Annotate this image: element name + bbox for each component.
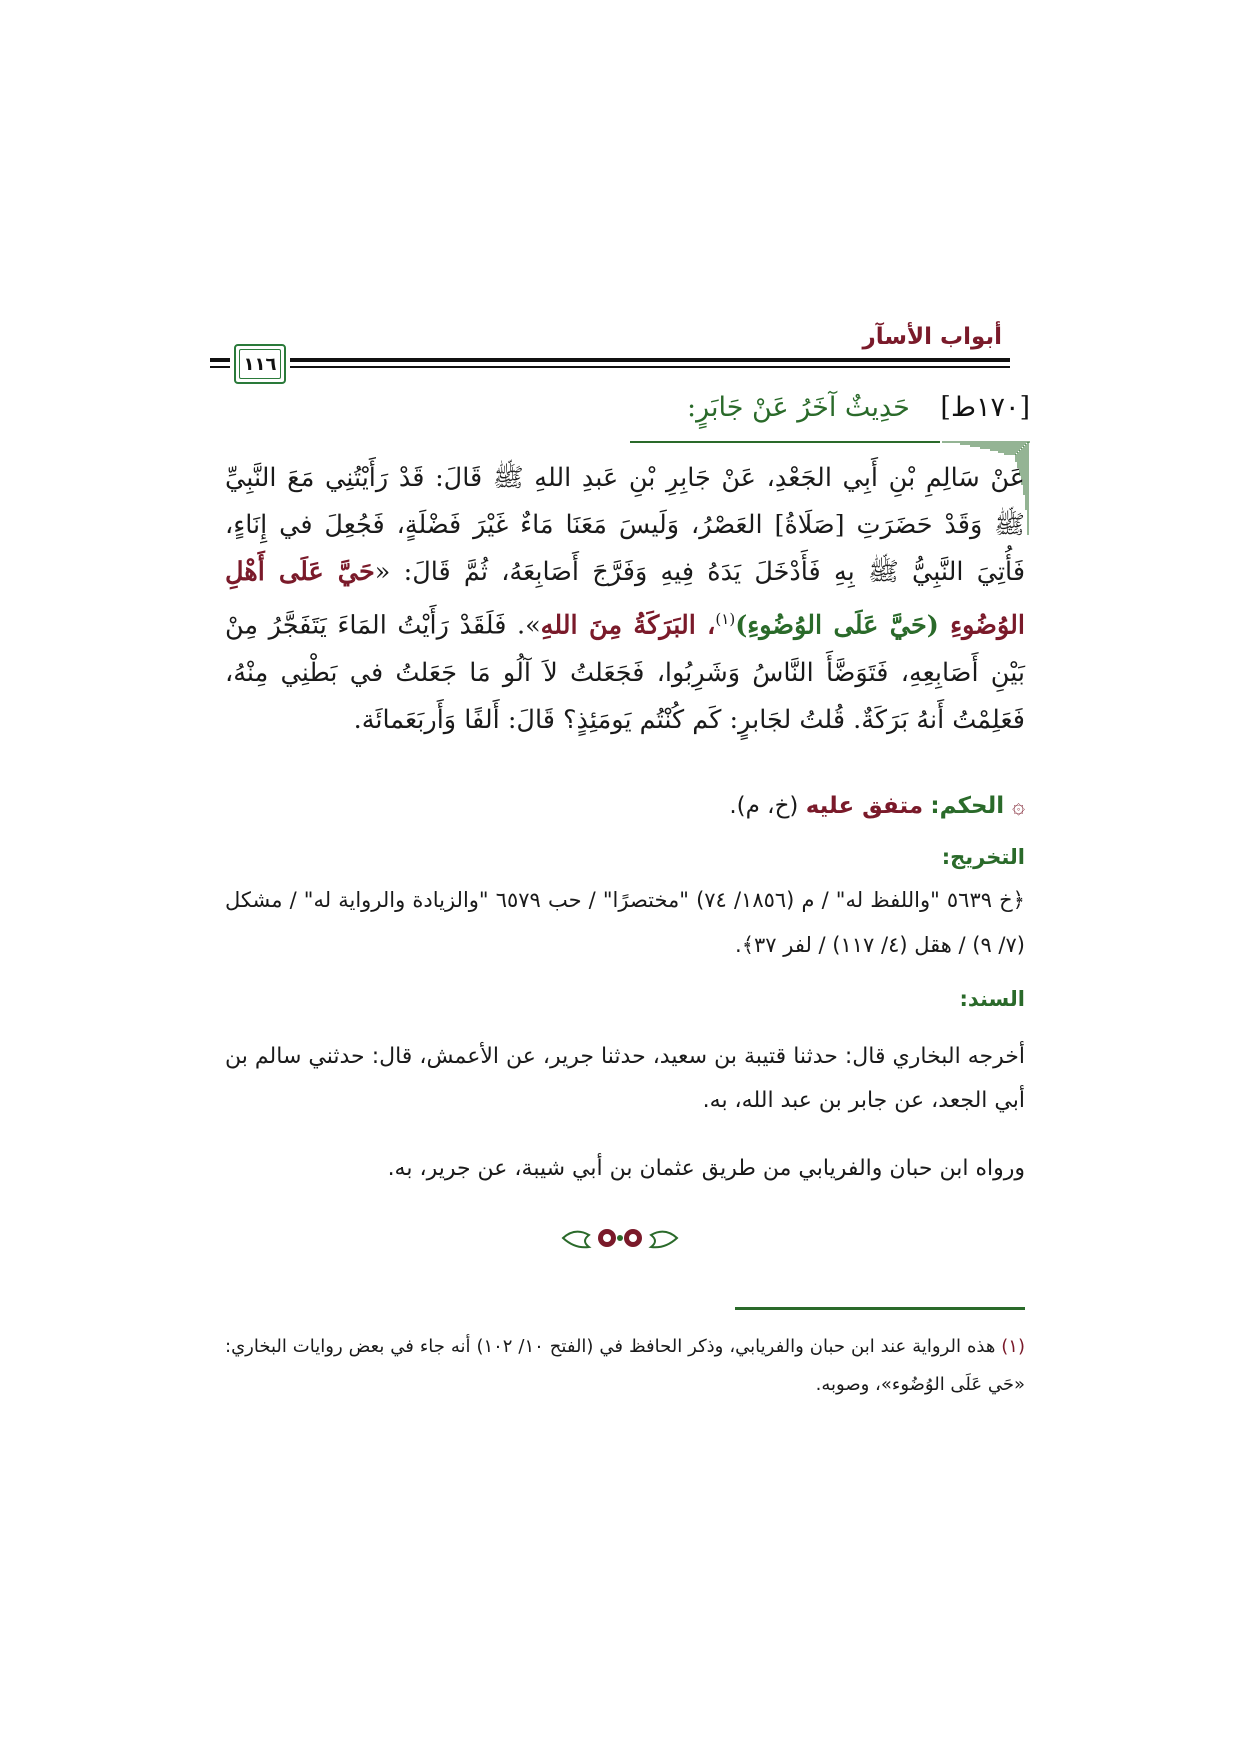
page-number: ١١٦ [243,353,277,375]
sanad-paragraph: ورواه ابن حبان والفريابي من طريق عثمان بن أبي شيبة، عن جرير، به. [387,1156,1025,1181]
footnote-number: (١) [1001,1336,1025,1357]
ruling-ornament-icon: ۞ [1012,794,1025,819]
takhrij-heading: التخريج: [941,845,1025,869]
separator-ornament-icon [555,1223,685,1253]
footnote [225,1328,1025,1404]
hadith-text-bold-alt: (حَيَّ عَلَى الوُضُوءِ) [735,610,951,641]
ruling-value: متفق عليه [805,793,924,819]
hadith-number: [١٧٠ط] [940,392,1030,423]
ruling-line [729,793,1025,819]
header-rule-left [210,358,230,362]
hadith-title: حَدِيثٌ آخَرُ عَنْ جَابَرٍ: [687,392,910,423]
hadith-heading [687,392,1030,423]
footnote-text: هذه الرواية عند ابن حبان والفريابي، وذكر الحافظ في (الفتح ١٠/ ١٠٢) أنه جاء في بعض روايات البخاري: «حَي عَلَى الوُضُوء»، وصوبه. [225,1336,1025,1395]
hadith-text [225,455,1025,744]
ruling-suffix: (خ، م). [729,793,806,819]
page-header [210,318,1010,374]
footnote-rule [735,1307,1025,1310]
header-rule-thin [290,366,1010,368]
page-number-frame [234,344,286,384]
hadith-text-bold: حَيَّ عَلَى أَهْلِ الوُضُوءِ [225,557,1025,641]
takhrij-text: ﴿خ ٥٦٣٩ "واللفظ له" / م (١٨٥٦/ ٧٤) "مختصرًا" / حب ٦٥٧٩ "والزيادة والرواية له" / مشكل (٧/ ٩) / هقل (٤/ ١١٧) / لفر ٣٧﴾. [225,888,1025,957]
hadith-text-bold-2: ، البَرَكَةُ مِنَ اللهِ [540,610,716,641]
header-rule-left-thin [210,366,230,368]
ruling-label: الحكم: [930,793,1005,819]
sanad-paragraph: أخرجه البخاري قال: حدثنا قتيبة بن سعيد، حدثنا جرير، عن الأعمش، قال: حدثني سالم بن أبي الجعد، عن جابر بن عبد الله، به. [225,1044,1025,1113]
header-rule-thick [290,358,1010,362]
hadith-text-part1: عَنْ سَالِمِ بْنِ أَبِي الجَعْدِ، عَنْ جَابِرِ بْنِ عَبدِ اللهِ ﷺ قَالَ: قَدْ رَأَيْتُنِي مَعَ النَّبِيِّ ﷺ وَقَدْ حَضَرَتِ [صَلَاةُ] العَصْرُ، وَلَيسَ مَعَنَا مَاءٌ غَيْرَ فَضْلَةٍ، فَجُعِلَ في إِنَاءٍ، فَأُتِيَ النَّبِيُّ ﷺ بِهِ فَأَدْخَلَ يَدَهُ فِيهِ وَفَرَّجَ أَصَابِعَهُ، ثُمَّ قَالَ: « [225,463,1026,587]
text-frame-rule [630,441,940,443]
footnote-reference[interactable]: (١) [715,610,736,628]
running-title: أبواب الأسآر [862,324,1002,350]
sanad-heading: السند: [959,987,1025,1011]
hadith-text-part2: ». فَلَقَدْ رَأَيْتُ المَاءَ يَتَفَجَّرُ مِنْ بَيْنِ أَصَابِعِهِ، فَتَوَضَّأَ النَّاسُ وَشَرِبُوا، فَجَعَلتُ لاَ آلُو مَا جَعَلتُ في بَطْنِي مِنْهُ، فَعَلِمْتُ أَنهُ بَرَكَةٌ. قُلتُ لجَابرٍ: كَم كُنْتُم يَومَئِذٍ؟ قَالَ: أَلفًا وَأَربَعَمائَة. [225,610,1025,735]
